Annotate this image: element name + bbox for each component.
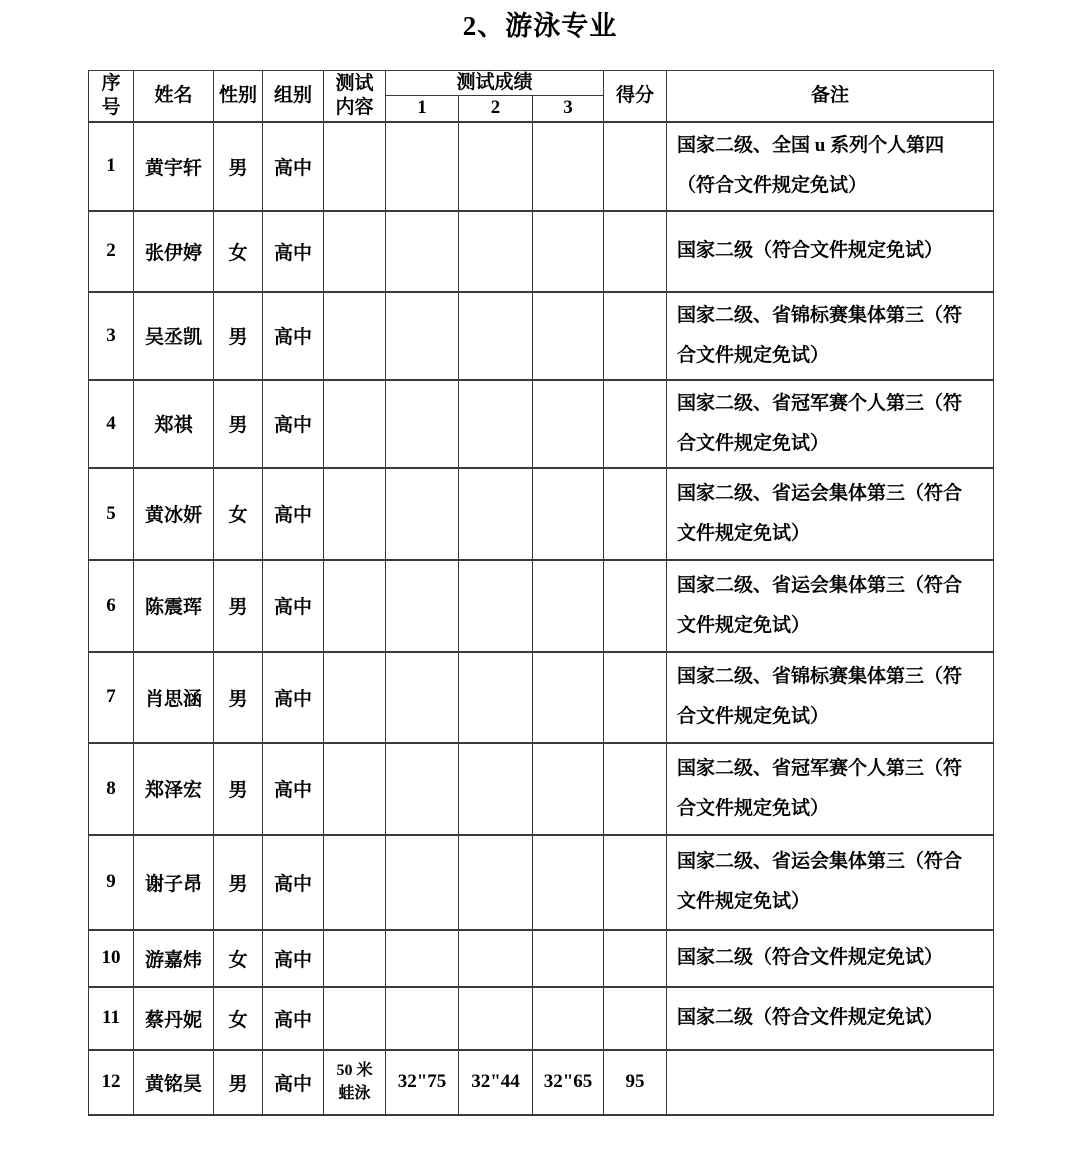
cell-name: 陈震珲 xyxy=(134,560,214,652)
cell-index: 11 xyxy=(89,987,134,1050)
cell-index: 5 xyxy=(89,468,134,560)
cell-gender: 男 xyxy=(214,652,263,743)
cell-trial-1 xyxy=(386,292,459,380)
cell-test-content xyxy=(324,835,386,930)
cell-trial-3 xyxy=(533,211,604,292)
cell-trial-3 xyxy=(533,468,604,560)
header-test-scores: 测试成绩 xyxy=(386,71,604,96)
cell-total-score xyxy=(604,652,667,743)
cell-trial-1 xyxy=(386,560,459,652)
cell-trial-2 xyxy=(459,835,533,930)
cell-index: 1 xyxy=(89,122,134,211)
cell-total-score xyxy=(604,468,667,560)
cell-gender: 男 xyxy=(214,1050,263,1115)
cell-remark: 国家二级、省运会集体第三（符合文件规定免试） xyxy=(667,468,994,560)
cell-trial-2 xyxy=(459,380,533,468)
cell-gender: 女 xyxy=(214,930,263,987)
cell-remark: 国家二级、省运会集体第三（符合文件规定免试） xyxy=(667,835,994,930)
table-row xyxy=(89,1050,994,1115)
table-row xyxy=(89,560,994,652)
table-row xyxy=(89,743,994,835)
cell-total-score: 95 xyxy=(604,1050,667,1115)
cell-test-content xyxy=(324,930,386,987)
cell-test-content xyxy=(324,987,386,1050)
table-row xyxy=(89,211,994,292)
cell-remark: 国家二级、省锦标赛集体第三（符合文件规定免试） xyxy=(667,292,994,380)
cell-trial-2 xyxy=(459,652,533,743)
header-remark: 备注 xyxy=(667,71,994,122)
cell-group: 高中 xyxy=(263,468,324,560)
header-trial-3: 3 xyxy=(533,96,604,122)
cell-name: 游嘉炜 xyxy=(134,930,214,987)
cell-trial-3 xyxy=(533,930,604,987)
cell-total-score xyxy=(604,560,667,652)
cell-test-content xyxy=(324,380,386,468)
cell-trial-1 xyxy=(386,652,459,743)
cell-trial-1 xyxy=(386,743,459,835)
cell-total-score xyxy=(604,835,667,930)
cell-group: 高中 xyxy=(263,652,324,743)
cell-remark xyxy=(667,1050,994,1115)
cell-index: 9 xyxy=(89,835,134,930)
cell-trial-2 xyxy=(459,743,533,835)
cell-trial-3 xyxy=(533,652,604,743)
section-title: 2、游泳专业 xyxy=(462,11,618,41)
cell-name: 郑祺 xyxy=(134,380,214,468)
cell-remark: 国家二级、省冠军赛个人第三（符合文件规定免试） xyxy=(667,380,994,468)
cell-gender: 女 xyxy=(214,211,263,292)
cell-test-content xyxy=(324,652,386,743)
cell-name: 黄宇轩 xyxy=(134,122,214,211)
cell-trial-1 xyxy=(386,930,459,987)
cell-trial-3 xyxy=(533,380,604,468)
table-row xyxy=(89,292,994,380)
table-row xyxy=(89,122,994,211)
table-row xyxy=(89,835,994,930)
cell-total-score xyxy=(604,743,667,835)
header-test-content: 测试内容 xyxy=(324,71,386,122)
cell-trial-1 xyxy=(386,211,459,292)
cell-name: 蔡丹妮 xyxy=(134,987,214,1050)
cell-index: 8 xyxy=(89,743,134,835)
cell-group: 高中 xyxy=(263,211,324,292)
cell-group: 高中 xyxy=(263,1050,324,1115)
cell-name: 张伊婷 xyxy=(134,211,214,292)
table-body xyxy=(89,122,994,1115)
cell-total-score xyxy=(604,987,667,1050)
cell-name: 谢子昂 xyxy=(134,835,214,930)
header-trial-2: 2 xyxy=(459,96,533,122)
cell-trial-2 xyxy=(459,122,533,211)
table-row xyxy=(89,468,994,560)
cell-test-content xyxy=(324,211,386,292)
cell-index: 3 xyxy=(89,292,134,380)
cell-group: 高中 xyxy=(263,743,324,835)
header-group: 组别 xyxy=(263,71,324,122)
cell-trial-2 xyxy=(459,211,533,292)
header-name: 姓名 xyxy=(134,71,214,122)
table-row xyxy=(89,930,994,987)
cell-trial-3 xyxy=(533,835,604,930)
header-score: 得分 xyxy=(604,71,667,122)
cell-group: 高中 xyxy=(263,122,324,211)
cell-test-content xyxy=(324,122,386,211)
cell-test-content xyxy=(324,743,386,835)
cell-gender: 男 xyxy=(214,122,263,211)
header-row-1 xyxy=(89,71,994,96)
cell-group: 高中 xyxy=(263,292,324,380)
cell-remark: 国家二级、省锦标赛集体第三（符合文件规定免试） xyxy=(667,652,994,743)
cell-total-score xyxy=(604,211,667,292)
cell-name: 黄铭昊 xyxy=(134,1050,214,1115)
cell-name: 吴丞凯 xyxy=(134,292,214,380)
cell-group: 高中 xyxy=(263,987,324,1050)
cell-trial-3: 32"65 xyxy=(533,1050,604,1115)
cell-trial-3 xyxy=(533,743,604,835)
table-row xyxy=(89,987,994,1050)
cell-gender: 男 xyxy=(214,835,263,930)
cell-index: 6 xyxy=(89,560,134,652)
cell-test-content xyxy=(324,468,386,560)
cell-index: 12 xyxy=(89,1050,134,1115)
cell-test-content: 50 米蛙泳 xyxy=(324,1050,386,1115)
cell-trial-3 xyxy=(533,560,604,652)
cell-group: 高中 xyxy=(263,380,324,468)
cell-trial-1 xyxy=(386,987,459,1050)
table-row xyxy=(89,652,994,743)
cell-gender: 男 xyxy=(214,292,263,380)
swimming-results-table xyxy=(88,70,994,1116)
cell-index: 4 xyxy=(89,380,134,468)
cell-group: 高中 xyxy=(263,560,324,652)
table-header xyxy=(89,71,994,122)
cell-index: 2 xyxy=(89,211,134,292)
cell-gender: 男 xyxy=(214,560,263,652)
cell-gender: 男 xyxy=(214,380,263,468)
cell-remark: 国家二级（符合文件规定免试） xyxy=(667,930,994,987)
cell-total-score xyxy=(604,122,667,211)
cell-group: 高中 xyxy=(263,930,324,987)
cell-remark: 国家二级、全国 u 系列个人第四（符合文件规定免试） xyxy=(667,122,994,211)
cell-trial-3 xyxy=(533,122,604,211)
cell-group: 高中 xyxy=(263,835,324,930)
cell-trial-2: 32"44 xyxy=(459,1050,533,1115)
cell-trial-2 xyxy=(459,987,533,1050)
cell-name: 肖思涵 xyxy=(134,652,214,743)
cell-remark: 国家二级（符合文件规定免试） xyxy=(667,987,994,1050)
cell-total-score xyxy=(604,380,667,468)
cell-test-content xyxy=(324,292,386,380)
header-index: 序号 xyxy=(89,71,134,122)
cell-trial-1 xyxy=(386,122,459,211)
header-trial-1: 1 xyxy=(386,96,459,122)
cell-name: 黄冰妍 xyxy=(134,468,214,560)
cell-name: 郑泽宏 xyxy=(134,743,214,835)
cell-trial-2 xyxy=(459,292,533,380)
cell-test-content xyxy=(324,560,386,652)
cell-trial-1 xyxy=(386,380,459,468)
cell-trial-1: 32"75 xyxy=(386,1050,459,1115)
cell-remark: 国家二级、省冠军赛个人第三（符合文件规定免试） xyxy=(667,743,994,835)
cell-index: 10 xyxy=(89,930,134,987)
cell-remark: 国家二级、省运会集体第三（符合文件规定免试） xyxy=(667,560,994,652)
cell-trial-2 xyxy=(459,930,533,987)
cell-trial-2 xyxy=(459,468,533,560)
header-gender: 性别 xyxy=(214,71,263,122)
cell-total-score xyxy=(604,930,667,987)
cell-trial-1 xyxy=(386,835,459,930)
cell-total-score xyxy=(604,292,667,380)
cell-gender: 女 xyxy=(214,468,263,560)
cell-trial-1 xyxy=(386,468,459,560)
cell-gender: 女 xyxy=(214,987,263,1050)
cell-gender: 男 xyxy=(214,743,263,835)
cell-trial-3 xyxy=(533,987,604,1050)
cell-trial-3 xyxy=(533,292,604,380)
cell-index: 7 xyxy=(89,652,134,743)
cell-trial-2 xyxy=(459,560,533,652)
table-row xyxy=(89,380,994,468)
cell-remark: 国家二级（符合文件规定免试） xyxy=(667,211,994,292)
